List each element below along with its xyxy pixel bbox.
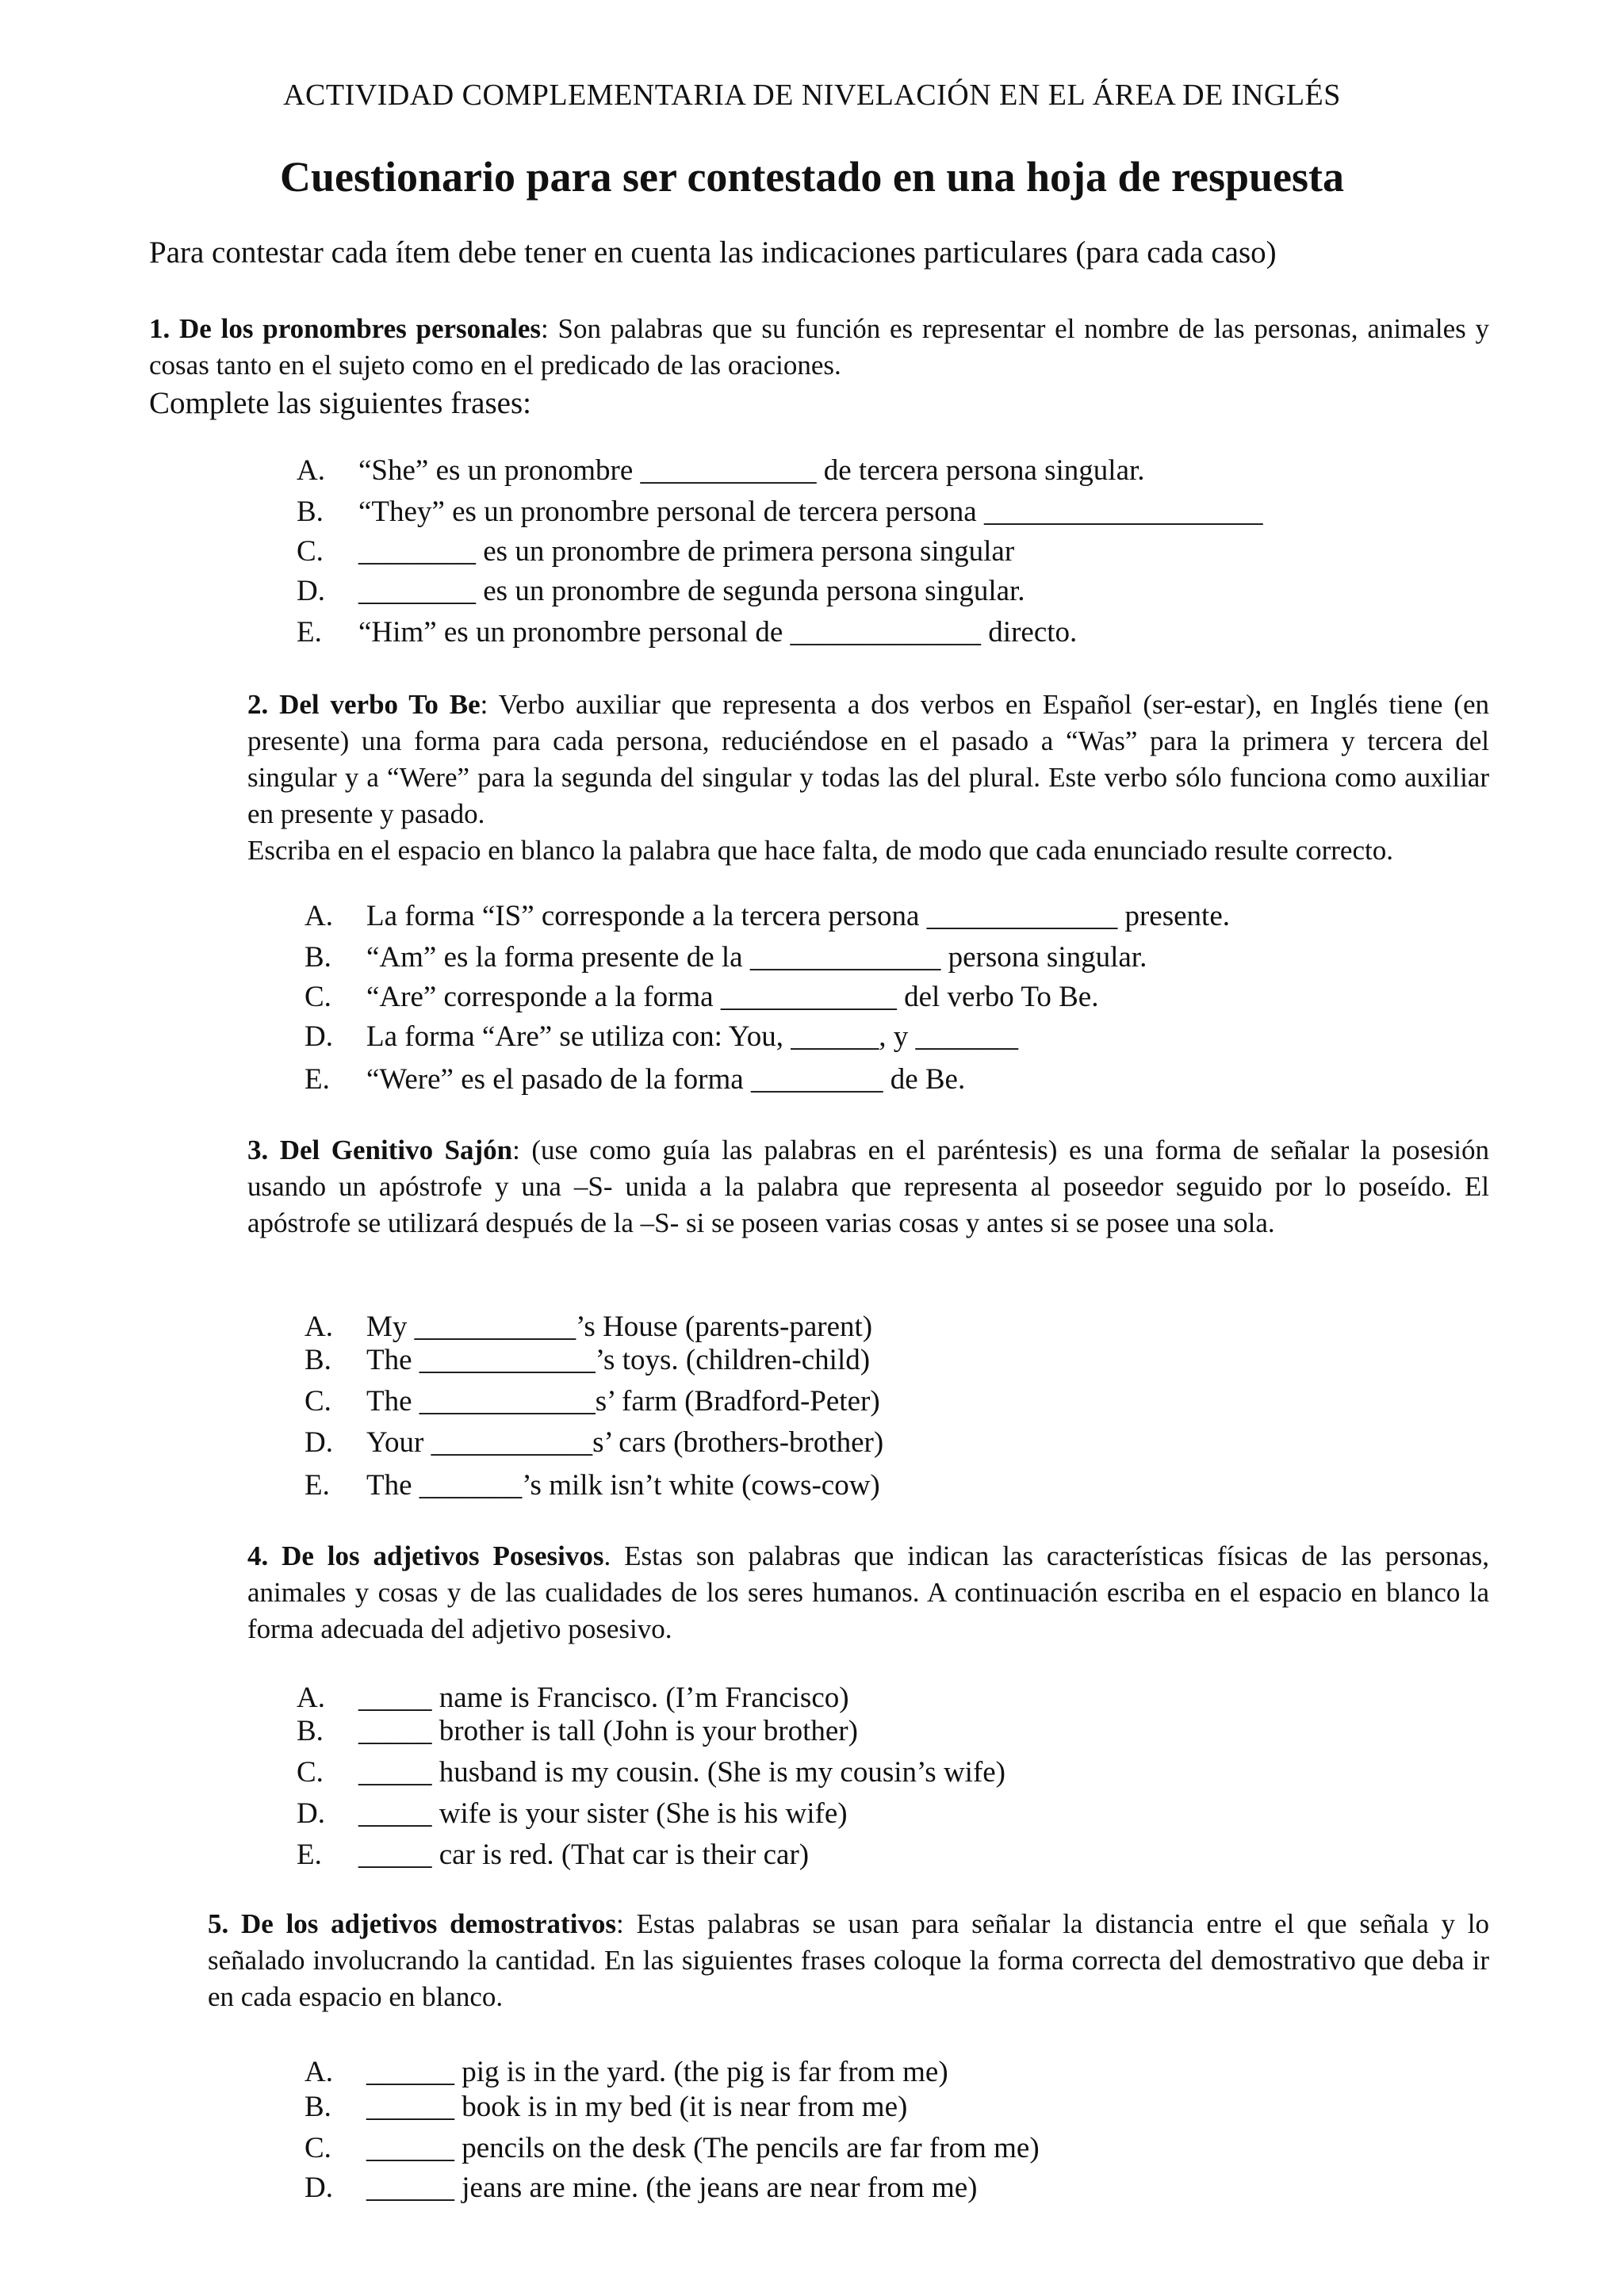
section-3 xyxy=(247,1132,1489,1242)
list-item: A. La forma “IS” corresponde a la tercera persona _____________ presente. xyxy=(304,900,1230,932)
section-instruction: Complete las siguientes frases: xyxy=(149,386,531,420)
list-item: C. ________ es un pronombre de primera persona singular xyxy=(297,535,1015,568)
list-item: E. “Him” es un pronombre personal de _____________ directo. xyxy=(297,616,1078,649)
section-2 xyxy=(247,687,1489,869)
section-heading: 5. De los adjetivos demostrativos xyxy=(208,1908,617,1939)
list-item: D. Your ___________s’ cars (brothers-brother) xyxy=(304,1426,884,1459)
list-item: B. The ____________’s toys. (children-child) xyxy=(304,1344,871,1376)
section-heading: 1. De los pronombres personales xyxy=(149,313,542,344)
list-item: C. “Are” corresponde a la forma ____________ del verbo To Be. xyxy=(304,981,1099,1013)
section-1 xyxy=(149,311,1489,423)
section-heading: 3. Del Genitivo Sajón xyxy=(247,1135,513,1165)
list-item: C. _____ husband is my cousin. (She is my cousin’s wife) xyxy=(297,1756,1006,1789)
page-title: Cuestionario para ser contestado en una hoja de respuesta xyxy=(279,153,1345,201)
list-item: D. _____ wife is your sister (She is his wife) xyxy=(297,1797,848,1830)
section-text: . Estas son palabras que indican las características físicas de las personas, animales y cosas y de las cualidades de los seres humanos. A continuación escriba en el espacio en blanco la forma adecuada del adjetivo posesivo. xyxy=(247,1540,1490,1644)
section-heading: 2. Del verbo To Be xyxy=(247,689,481,720)
list-item: E. _____ car is red. (That car is their car) xyxy=(297,1839,810,1871)
list-item: C. The ____________s’ farm (Bradford-Peter) xyxy=(304,1385,880,1418)
section-text: : Verbo auxiliar que representa a dos verbos en Español (ser-estar), en Inglés tiene (en presente) una forma para cada persona, reduciéndose en el pasado a “Was” para la primera y tercera del singular y a “Were” para la segunda del singular y todas las del plural. Este verbo sólo funciona como auxiliar en presente y pasado. xyxy=(247,689,1489,829)
section-4 xyxy=(247,1538,1489,1647)
section-instruction: Escriba en el espacio en blanco la palabra que hace falta, de modo que cada enunciado resulte correcto. xyxy=(247,835,1393,866)
list-item: A. “She” es un pronombre ____________ de tercera persona singular. xyxy=(297,454,1145,487)
list-item: B. “Am” es la forma presente de la _____________ persona singular. xyxy=(304,941,1147,974)
list-item: C. ______ pencils on the desk (The pencils are far from me) xyxy=(304,2132,1040,2164)
list-item: D. ______ jeans are mine. (the jeans are near from me) xyxy=(304,2172,978,2204)
section-text: : Estas palabras se usan para señalar la distancia entre el que señala y lo señalado involucrando la cantidad. En las siguientes frases coloque la forma correcta del demostrativo que deba ir en cada espacio en blanco. xyxy=(208,1908,1490,2012)
header-title: ACTIVIDAD COMPLEMENTARIA DE NIVELACIÓN EN EL ÁREA DE INGLÉS xyxy=(283,78,1341,112)
list-item: D. ________ es un pronombre de segunda persona singular. xyxy=(297,575,1025,607)
list-item: B. “They” es un pronombre personal de tercera persona ___________________ xyxy=(297,496,1263,528)
section-text: : (use como guía las palabras en el paréntesis) es una forma de señalar la posesión usando un apóstrofe y una –S- unida a la palabra que representa al poseedor seguido por lo poseído. El apóstrofe se utilizará después de la –S- si se poseen varias cosas y antes si se posee una sola. xyxy=(247,1135,1489,1238)
list-item: D. La forma “Are” se utiliza con: You, ______, y _______ xyxy=(304,1020,1019,1053)
list-item: B. ______ book is in my bed (it is near from me) xyxy=(304,2091,908,2123)
section-text: : Son palabras que su función es representar el nombre de las personas, animales y cosas tanto en el sujeto como en el predicado de las oraciones. xyxy=(149,313,1489,381)
list-item: A. My ___________’s House (parents-parent) xyxy=(304,1311,873,1343)
list-item: E. The _______’s milk isn’t white (cows-cow) xyxy=(304,1469,880,1502)
intro-text: Para contestar cada ítem debe tener en cuenta las indicaciones particulares (para cada caso) xyxy=(149,235,1277,270)
list-item: B. _____ brother is tall (John is your brother) xyxy=(297,1715,858,1747)
list-item: A. _____ name is Francisco. (I’m Francisco) xyxy=(297,1682,849,1714)
list-item: E. “Were” es el pasado de la forma _________ de Be. xyxy=(304,1063,966,1096)
section-heading: 4. De los adjetivos Posesivos xyxy=(247,1540,604,1571)
list-item: A. ______ pig is in the yard. (the pig is far from me) xyxy=(304,2056,948,2088)
section-5 xyxy=(208,1906,1489,2015)
